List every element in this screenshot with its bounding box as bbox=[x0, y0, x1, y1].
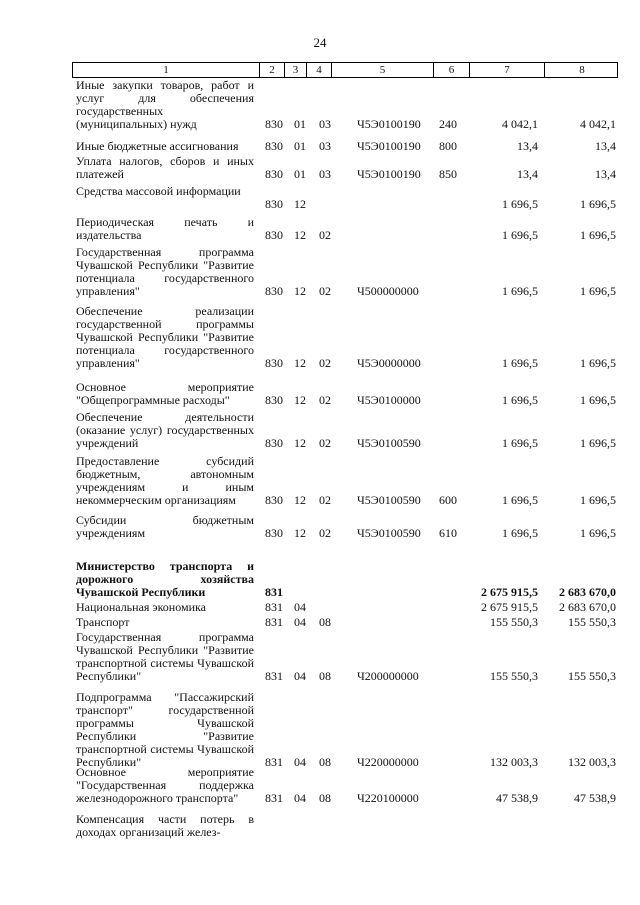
row-c4: 08 bbox=[319, 615, 331, 629]
row-c3: 12 bbox=[294, 228, 306, 242]
row-name: Обеспечение реализации государственной программы Чувашской Республики "Развитие потенциала государственного управления" bbox=[76, 304, 254, 370]
row-c8: 155 550,3 bbox=[568, 615, 616, 629]
header-col-2: 2 bbox=[259, 63, 284, 77]
row-c7: 2 675 915,5 bbox=[481, 585, 538, 599]
row-c4: 08 bbox=[319, 791, 331, 805]
row-c4: 08 bbox=[319, 669, 331, 683]
row-c2: 831 bbox=[265, 791, 283, 805]
row-c3: 04 bbox=[294, 669, 306, 683]
row-c4: 02 bbox=[319, 436, 331, 450]
row-c7: 1 696,5 bbox=[502, 228, 538, 242]
row-c3: 01 bbox=[294, 139, 306, 153]
row-c2: 831 bbox=[265, 669, 283, 683]
row-c6: 850 bbox=[439, 167, 457, 181]
row-c8: 2 683 670,0 bbox=[559, 600, 616, 614]
row-c3: 04 bbox=[294, 615, 306, 629]
row-c3: 01 bbox=[294, 167, 306, 181]
header-col-7: 7 bbox=[469, 63, 544, 77]
row-name: Иные закупки товаров, работ и услуг для обеспечения государственных (муниципальных) нужд bbox=[76, 78, 254, 131]
row-c2: 830 bbox=[265, 228, 283, 242]
row-name: Обеспечение деятельности (оказание услуг) государственных учреждений bbox=[76, 410, 254, 450]
row-c8: 4 042,1 bbox=[580, 117, 616, 131]
row-c7: 155 550,3 bbox=[490, 615, 538, 629]
row-c7: 4 042,1 bbox=[502, 117, 538, 131]
row-c7: 1 696,5 bbox=[502, 526, 538, 540]
row-c3: 12 bbox=[294, 284, 306, 298]
row-c2: 830 bbox=[265, 493, 283, 507]
row-c5: Ч220100000 bbox=[357, 791, 419, 805]
row-c5: Ч500000000 bbox=[357, 284, 419, 298]
row-c8: 1 696,5 bbox=[580, 356, 616, 370]
header-col-1: 1 bbox=[163, 64, 169, 76]
row-c5: Ч5Э0100590 bbox=[357, 526, 421, 540]
header-col-5: 5 bbox=[331, 63, 433, 77]
row-c8: 13,4 bbox=[595, 167, 616, 181]
table-header bbox=[72, 62, 618, 78]
row-name: Транспорт bbox=[76, 615, 130, 629]
row-name: Министерство транспорта и дорожного хозяйства Чувашской Республики bbox=[76, 559, 254, 599]
row-c2: 830 bbox=[265, 117, 283, 131]
row-c2: 831 bbox=[265, 755, 283, 769]
row-c3: 12 bbox=[294, 356, 306, 370]
row-c8: 132 003,3 bbox=[568, 755, 616, 769]
row-c2: 830 bbox=[265, 436, 283, 450]
row-c8: 1 696,5 bbox=[580, 197, 616, 211]
row-c2: 830 bbox=[265, 526, 283, 540]
row-c3: 12 bbox=[294, 436, 306, 450]
page-number: 24 bbox=[313, 35, 327, 50]
row-c5: Ч5Э0100190 bbox=[357, 139, 421, 153]
row-name: Предоставление субсидий бюджетным, автономным учреждениям и иным некоммерческим организациям bbox=[76, 454, 254, 507]
row-name: Основное мероприятие "Общепрограммные расходы" bbox=[76, 380, 254, 407]
row-c3: 04 bbox=[294, 755, 306, 769]
row-c7: 13,4 bbox=[517, 139, 538, 153]
header-col-3: 3 bbox=[284, 63, 306, 77]
row-name: Компенсация части потерь в доходах организаций желез- bbox=[76, 812, 254, 839]
row-c4: 02 bbox=[319, 356, 331, 370]
row-name: Подпрограмма "Пассажирский транспорт" государственной программы Чувашской Республики "Развитие транспортной системы Чувашской Республики" bbox=[76, 690, 254, 769]
row-c6: 240 bbox=[439, 117, 457, 131]
row-c8: 47 538,9 bbox=[574, 791, 616, 805]
row-c7: 132 003,3 bbox=[490, 755, 538, 769]
header-col-4: 4 bbox=[306, 63, 331, 77]
row-c5: Ч5Э0100000 bbox=[357, 393, 421, 407]
row-c4: 02 bbox=[319, 493, 331, 507]
row-c2: 830 bbox=[265, 139, 283, 153]
row-c3: 01 bbox=[294, 117, 306, 131]
row-c5: Ч5Э0100190 bbox=[357, 167, 421, 181]
row-c8: 1 696,5 bbox=[580, 526, 616, 540]
row-c7: 1 696,5 bbox=[502, 356, 538, 370]
row-c3: 12 bbox=[294, 493, 306, 507]
row-c8: 13,4 bbox=[595, 139, 616, 153]
row-name: Периодическая печать и издательства bbox=[76, 215, 254, 242]
row-c8: 1 696,5 bbox=[580, 393, 616, 407]
row-c4: 08 bbox=[319, 755, 331, 769]
row-name: Иные бюджетные ассигнования bbox=[76, 139, 239, 153]
row-c5: Ч5Э0100590 bbox=[357, 493, 421, 507]
row-c8: 1 696,5 bbox=[580, 436, 616, 450]
row-c2: 830 bbox=[265, 167, 283, 181]
row-c3: 12 bbox=[294, 393, 306, 407]
row-c7: 1 696,5 bbox=[502, 493, 538, 507]
row-c5: Ч5Э0100190 bbox=[357, 117, 421, 131]
row-c4: 03 bbox=[319, 167, 331, 181]
row-c7: 1 696,5 bbox=[502, 393, 538, 407]
header-col-8: 8 bbox=[544, 63, 619, 77]
row-name: Уплата налогов, сборов и иных платежей bbox=[76, 154, 254, 181]
row-c2: 831 bbox=[265, 615, 283, 629]
row-c3: 12 bbox=[294, 197, 306, 211]
row-c5: Ч5Э0100590 bbox=[357, 436, 421, 450]
row-c8: 1 696,5 bbox=[580, 284, 616, 298]
row-name: Государственная программа Чувашской Республики "Развитие транспортной системы Чувашской Республики" bbox=[76, 630, 254, 683]
row-c5: Ч5Э0000000 bbox=[357, 356, 421, 370]
row-c3: 12 bbox=[294, 526, 306, 540]
row-name: Национальная экономика bbox=[76, 600, 206, 614]
row-c5: Ч220000000 bbox=[357, 755, 419, 769]
row-c7: 1 696,5 bbox=[502, 284, 538, 298]
row-c8: 2 683 670,0 bbox=[559, 585, 616, 599]
row-c5: Ч200000000 bbox=[357, 669, 419, 683]
row-c2: 830 bbox=[265, 197, 283, 211]
row-name: Государственная программа Чувашской Республики "Развитие потенциала государственного управления" bbox=[76, 245, 254, 298]
row-c2: 830 bbox=[265, 284, 283, 298]
row-c7: 1 696,5 bbox=[502, 197, 538, 211]
row-c7: 1 696,5 bbox=[502, 436, 538, 450]
header-col-6: 6 bbox=[433, 63, 469, 77]
row-c8: 155 550,3 bbox=[568, 669, 616, 683]
row-c7: 2 675 915,5 bbox=[481, 600, 538, 614]
row-c8: 1 696,5 bbox=[580, 228, 616, 242]
row-name: Основное мероприятие "Государственная поддержка железнодорожного транспорта" bbox=[76, 765, 254, 805]
row-c4: 02 bbox=[319, 393, 331, 407]
row-c6: 610 bbox=[439, 526, 457, 540]
row-c3: 04 bbox=[294, 600, 306, 614]
row-c6: 800 bbox=[439, 139, 457, 153]
row-c2: 831 bbox=[265, 600, 283, 614]
row-c7: 155 550,3 bbox=[490, 669, 538, 683]
row-c4: 03 bbox=[319, 117, 331, 131]
row-c7: 47 538,9 bbox=[496, 791, 538, 805]
row-c2: 831 bbox=[265, 585, 283, 599]
row-name: Средства массовой информации bbox=[76, 184, 241, 198]
row-c7: 13,4 bbox=[517, 167, 538, 181]
row-c6: 600 bbox=[439, 493, 457, 507]
row-c4: 02 bbox=[319, 284, 331, 298]
row-c2: 830 bbox=[265, 356, 283, 370]
row-name: Субсидии бюджетным учреждениям bbox=[76, 513, 254, 540]
row-c4: 02 bbox=[319, 228, 331, 242]
row-c3: 04 bbox=[294, 791, 306, 805]
row-c4: 02 bbox=[319, 526, 331, 540]
row-c4: 03 bbox=[319, 139, 331, 153]
row-c2: 830 bbox=[265, 393, 283, 407]
row-c8: 1 696,5 bbox=[580, 493, 616, 507]
